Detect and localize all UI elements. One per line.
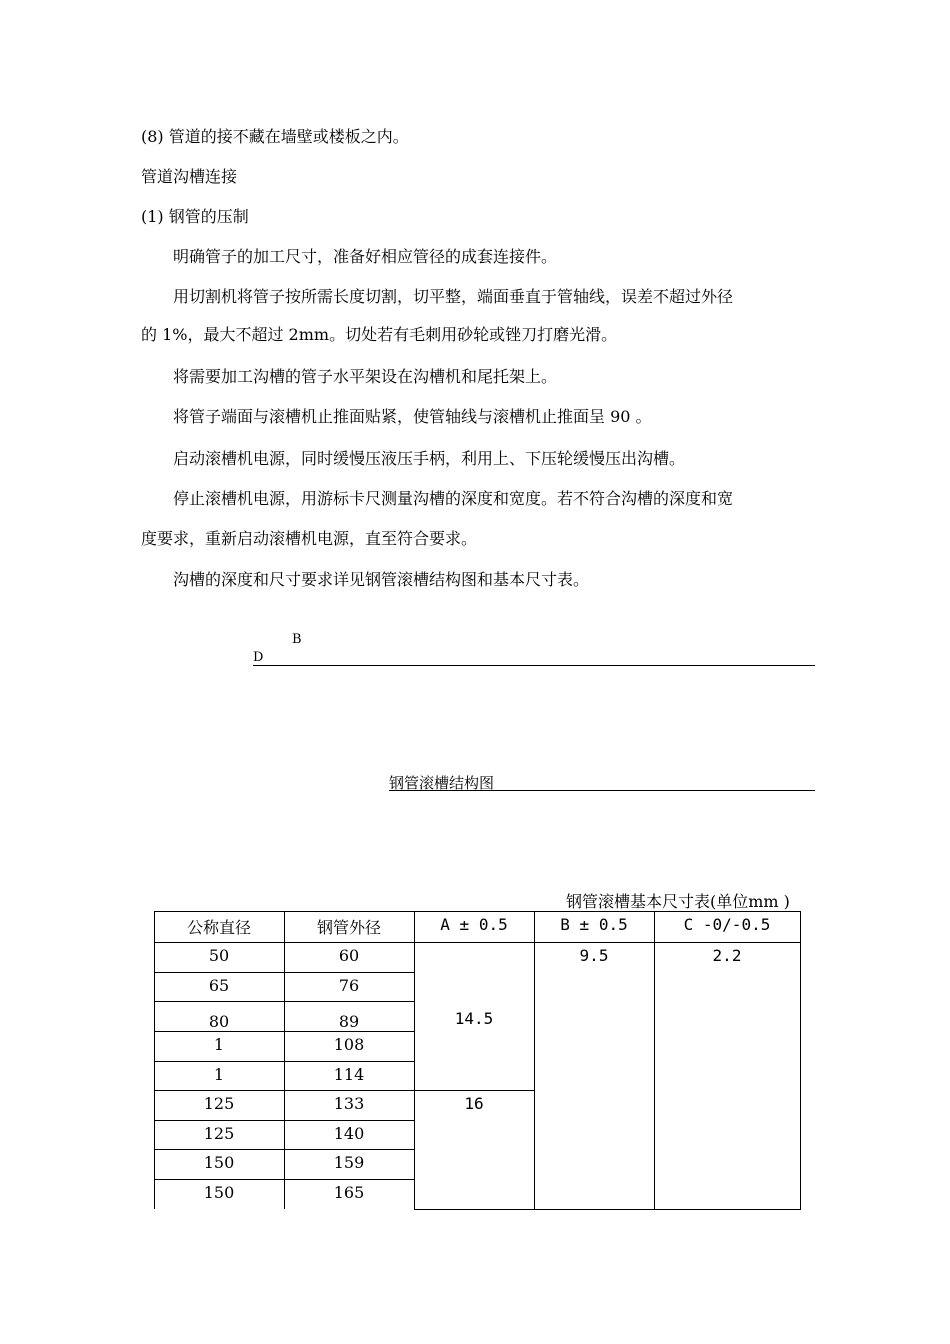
table-cell-od: 140: [333, 1124, 365, 1143]
table-cell-c-value: 2.2: [712, 946, 742, 965]
table-header-c: C -0/-0.5: [683, 915, 771, 934]
figure-rule-bottom: [389, 790, 815, 791]
table-header-a: A ± 0.5: [440, 915, 508, 934]
table-cell-dn: 150: [203, 1183, 235, 1202]
table-header-nominal-diameter: 公称直径: [186, 918, 251, 937]
paragraph-5: 启动滚槽机电源，同时缓慢压液压手柄，利用上、下压轮缓慢压出沟槽。: [173, 449, 686, 468]
table-cell-dn: 125: [203, 1124, 235, 1143]
paragraph-6-line-1: 停止滚槽机电源，用游标卡尺测量沟槽的深度和宽度。若不符合沟槽的深度和宽: [173, 489, 734, 508]
paragraph-6-line-2: 度要求，重新启动滚槽机电源，直至符合要求。: [141, 529, 478, 548]
subsection-heading: (1) 钢管的压制: [141, 207, 249, 226]
table-header-b: B ± 0.5: [560, 915, 628, 934]
table-cell-od: 89: [338, 1012, 360, 1031]
table-cell-b-value: 9.5: [579, 946, 609, 965]
table-cell-od: 133: [333, 1094, 365, 1113]
table-cell-od: 60: [338, 946, 360, 965]
table-cell-od: 165: [333, 1183, 365, 1202]
figure-label-d: D: [253, 650, 264, 665]
figure-caption: 钢管滚槽结构图: [389, 774, 495, 792]
table-cell-dn: 125: [203, 1094, 235, 1113]
table-cell-od: 76: [338, 976, 360, 995]
table-cell-dn: 50: [208, 946, 230, 965]
table-cell-dn: 1: [213, 1065, 225, 1084]
paragraph-item-8: (8) 管道的接不藏在墙壁或楼板之内。: [141, 127, 409, 146]
table-cell-dn: 150: [203, 1153, 235, 1172]
section-heading: 管道沟槽连接: [141, 167, 238, 186]
table-cell-dn: 65: [208, 976, 230, 995]
paragraph-3: 将需要加工沟槽的管子水平架设在沟槽机和尾托架上。: [173, 367, 558, 386]
table-cell-od: 108: [333, 1035, 365, 1054]
table-cell-dn: 1: [213, 1035, 225, 1054]
figure-label-b: B: [292, 632, 302, 647]
table-cell-od: 159: [333, 1153, 365, 1172]
paragraph-4: 将管子端面与滚槽机止推面贴紧，使管轴线与滚槽机止推面呈 90 。: [173, 407, 652, 426]
paragraph-2-line-1: 用切割机将管子按所需长度切割，切平整，端面垂直于管轴线，误差不超过外径: [173, 287, 734, 306]
figure-rule-top: [253, 665, 815, 666]
table-cell-a-group-2: 16: [464, 1094, 484, 1113]
paragraph-7: 沟槽的深度和尺寸要求详见钢管滚槽结构图和基本尺寸表。: [173, 570, 590, 589]
table-cell-a-group-1: 14.5: [454, 1009, 494, 1028]
table-title: 钢管滚槽基本尺寸表(单位mm ): [566, 892, 790, 911]
paragraph-1: 明确管子的加工尺寸，准备好相应管径的成套连接件。: [173, 247, 558, 266]
table-header-outer-diameter: 钢管外径: [316, 918, 381, 937]
table-cell-od: 114: [333, 1065, 365, 1084]
table-cell-dn: 80: [208, 1012, 230, 1031]
paragraph-2-line-2: 的 1%，最大不超过 2mm。切处若有毛刺用砂轮或锉刀打磨光滑。: [141, 325, 618, 344]
